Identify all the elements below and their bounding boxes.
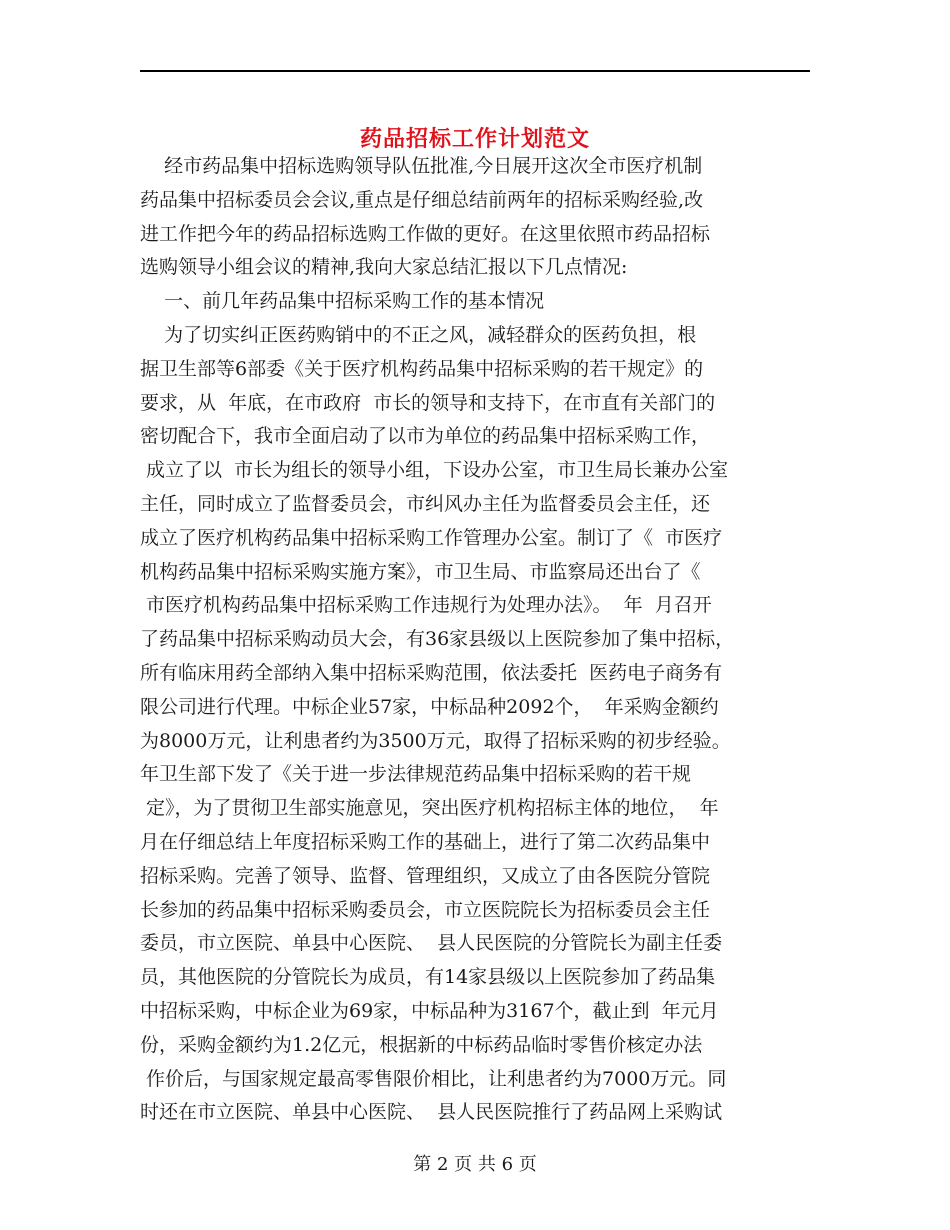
body-line: 经市药品集中招标选购领导队伍批准,今日展开这次全市医疗机制 bbox=[140, 155, 703, 177]
body-line: 招标采购。完善了领导、监督、管理组织，又成立了由各医院分管院 bbox=[140, 864, 711, 887]
header-rule bbox=[140, 70, 810, 72]
body-line: 药品集中招标委员会会议,重点是仔细总结前两年的招标采购经验,改 bbox=[140, 188, 704, 211]
body-line: 密切配合下，我市全面启动了以市为单位的药品集中招标采购工作， bbox=[140, 425, 711, 448]
body-line: 成立了医疗机构药品集中招标采购工作管理办公室。制订了《 市医疗 bbox=[140, 526, 723, 549]
section-heading: 一、前几年药品集中招标采购工作的基本情况 bbox=[140, 290, 545, 313]
body-line: 年卫生部下发了《关于进一步法律规范药品集中招标采购的若干规 bbox=[140, 763, 692, 786]
body-line: 作价后，与国家规定最高零售限价相比，让利患者约为7000万元。同 bbox=[140, 1067, 727, 1090]
body-line: 为8000万元，让利患者约为3500万元，取得了招标采购的初步经验。 bbox=[140, 729, 731, 752]
body-line: 月在仔细总结上年度招标采购工作的基础上，进行了第二次药品集中 bbox=[140, 830, 711, 853]
body-line: 了药品集中招标采购动员大会，有36家县级以上医院参加了集中招标， bbox=[140, 628, 735, 651]
body-line: 定》，为了贯彻卫生部实施意见，突出医疗机构招标主体的地位， 年 bbox=[140, 797, 719, 820]
body-line: 限公司进行代理。中标企业57家，中标品种2092个， 年采购金额约 bbox=[140, 695, 719, 718]
body-line: 成立了以 市长为组长的领导小组，下设办公室，市卫生局长兼办公室 bbox=[140, 459, 729, 482]
document-title: 药品招标工作计划范文 bbox=[359, 125, 590, 152]
body-line: 要求，从 年底，在市政府 市长的领导和支持下，在市直有关部门的 bbox=[140, 391, 716, 414]
body-line: 长参加的药品集中招标采购委员会，市立医院院长为招标委员会主任 bbox=[140, 898, 711, 921]
body-line: 主任，同时成立了监督委员会，市纠风办主任为监督委员会主任，还 bbox=[140, 492, 711, 515]
body-line: 委员，市立医院、单县中心医院、 县人民医院的分管院长为副主任委 bbox=[140, 932, 723, 955]
body-line: 员，其他医院的分管院长为成员，有14家县级以上医院参加了药品集 bbox=[140, 966, 716, 989]
document-body bbox=[140, 150, 810, 1130]
body-line: 选购领导小组会议的精神,我向大家总结汇报以下几点情况: bbox=[140, 256, 628, 279]
body-line: 进工作把今年的药品招标选购工作做的更好。在这里依照市药品招标 bbox=[140, 222, 711, 245]
body-line: 为了切实纠正医药购销中的不正之风，减轻群众的医药负担，根 bbox=[140, 323, 697, 346]
body-line: 机构药品集中招标采购实施方案》，市卫生局、市监察局还出台了《 bbox=[140, 560, 701, 583]
body-line: 时还在市立医院、单县中心医院、 县人民医院推行了药品网上采购试 bbox=[140, 1101, 723, 1124]
body-line: 据卫生部等6部委《关于医疗机构药品集中招标采购的若干规定》的 bbox=[140, 357, 704, 380]
body-line: 市医疗机构药品集中招标采购工作违规行为处理办法》。 年 月召开 bbox=[140, 594, 712, 617]
body-line: 所有临床用药全部纳入集中招标采购范围，依法委托 医药电子商务有 bbox=[140, 661, 723, 684]
body-line: 份，采购金额约为1.2亿元，根据新的中标药品临时零售价核定办法 bbox=[140, 1033, 703, 1056]
body-line: 中招标采购，中标企业为69家，中标品种为3167个，截止到 年元月 bbox=[140, 999, 719, 1022]
page-number: 第 2 页 共 6 页 bbox=[413, 1154, 537, 1175]
